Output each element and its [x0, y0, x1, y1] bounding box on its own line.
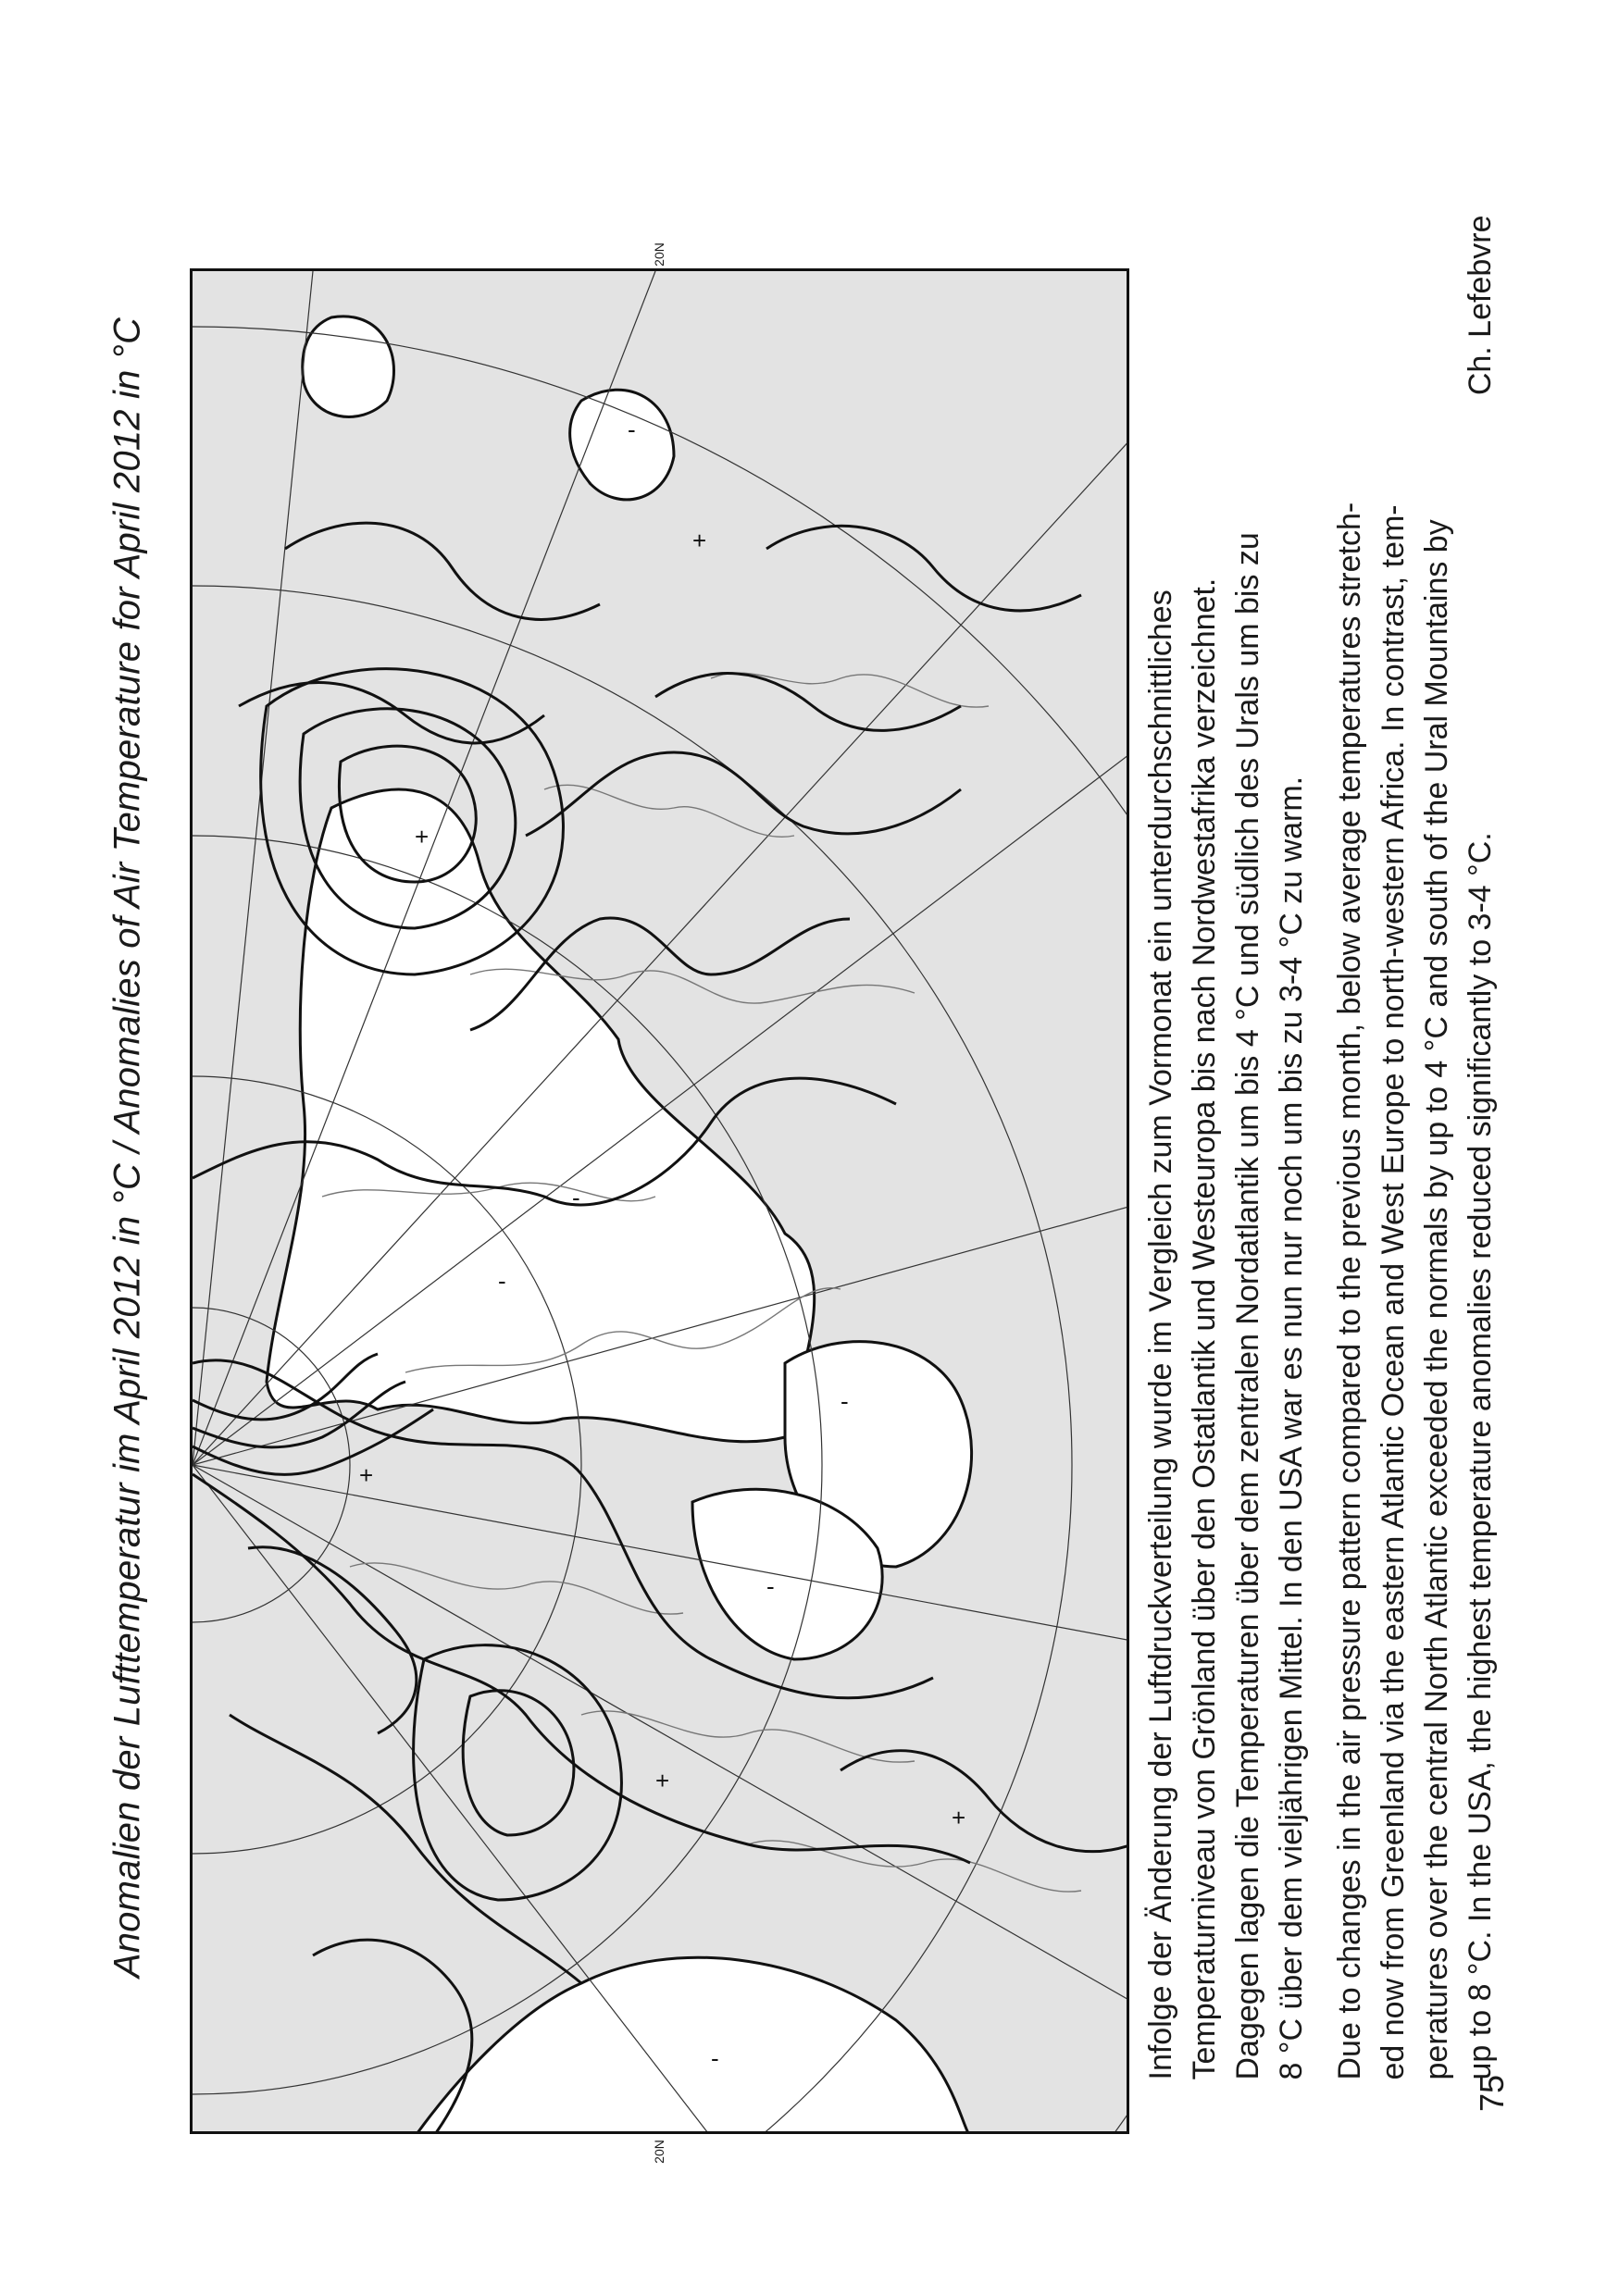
english-line-4: [1459, 216, 1502, 2080]
plus-symbol-atlantic: +: [655, 1767, 670, 1794]
minus-symbol-north: -: [498, 1267, 506, 1295]
minus-symbol-south: -: [841, 1387, 849, 1415]
negative-region-east: [570, 390, 674, 500]
negative-region-north: [303, 316, 394, 417]
english-line-3: peratures over the central North Atlantic exceeded the normals by up to 4 °C and south of the Ural Mountains by: [1419, 519, 1454, 2080]
minus-symbol-corner: -: [711, 2044, 719, 2072]
negative-region-central: [267, 789, 815, 1442]
minus-symbol-central: -: [572, 1184, 580, 1211]
map-graphic: [193, 271, 1129, 2134]
german-paragraph: [1140, 216, 1314, 2080]
german-line-2: Temperaturniveau von Grönland über den Ostatlantik und Westeuropa bis nach Nordwestafrika verzeichnet.: [1187, 577, 1222, 2080]
description-text: [1140, 216, 1517, 2080]
english-line-1: Due to changes in the air pressure pattern compared to the previous month, below average temperatures stretch-: [1332, 502, 1367, 2080]
negative-region-corner: [415, 1957, 970, 2134]
german-line-4: 8 °C über dem vieljährigen Mittel. In den USA war es nun nur noch um bis zu 3-4 °C zu warm.: [1274, 776, 1309, 2080]
minus-symbol-east: -: [628, 416, 636, 443]
plus-symbol-south: +: [952, 1804, 966, 1831]
page-title: Anomalien der Lufttemperatur im April 2012 in °C / Anomalies of Air Temperature for April 2012 in °C: [106, 316, 148, 1979]
plus-symbol-east: +: [692, 527, 707, 554]
german-line-1: Infolge der Änderung der Luftdruckverteilung wurde im Vergleich zum Vormonat ein unterdurchschnittliches: [1143, 590, 1178, 2080]
minus-symbol-atlantic: -: [766, 1572, 775, 1600]
plus-symbol-urals: +: [415, 823, 430, 850]
temperature-anomaly-map: [190, 268, 1129, 2134]
plus-symbol-greenland: +: [359, 1461, 374, 1489]
author: Ch. Lefebvre: [1463, 215, 1498, 396]
edge-label-top: 20N: [652, 242, 666, 267]
german-line-3: Dagegen lagen die Temperaturen über dem zentralen Nordatlantik um bis 4 °C und südlich des Urals um bis zu: [1230, 532, 1265, 2080]
page-number: 75: [1473, 2074, 1511, 2113]
english-paragraph: [1328, 216, 1502, 2080]
edge-label-bottom: 20N: [652, 2140, 666, 2164]
english-line-2: ed now from Greenland via the eastern Atlantic Ocean and West Europe to north-western Africa. In contrast, tem-: [1376, 504, 1411, 2080]
english-line-4-text: up to 8 °C. In the USA, the highest temperature anomalies reduced significantly to 3-4 °C.: [1463, 832, 1498, 2080]
